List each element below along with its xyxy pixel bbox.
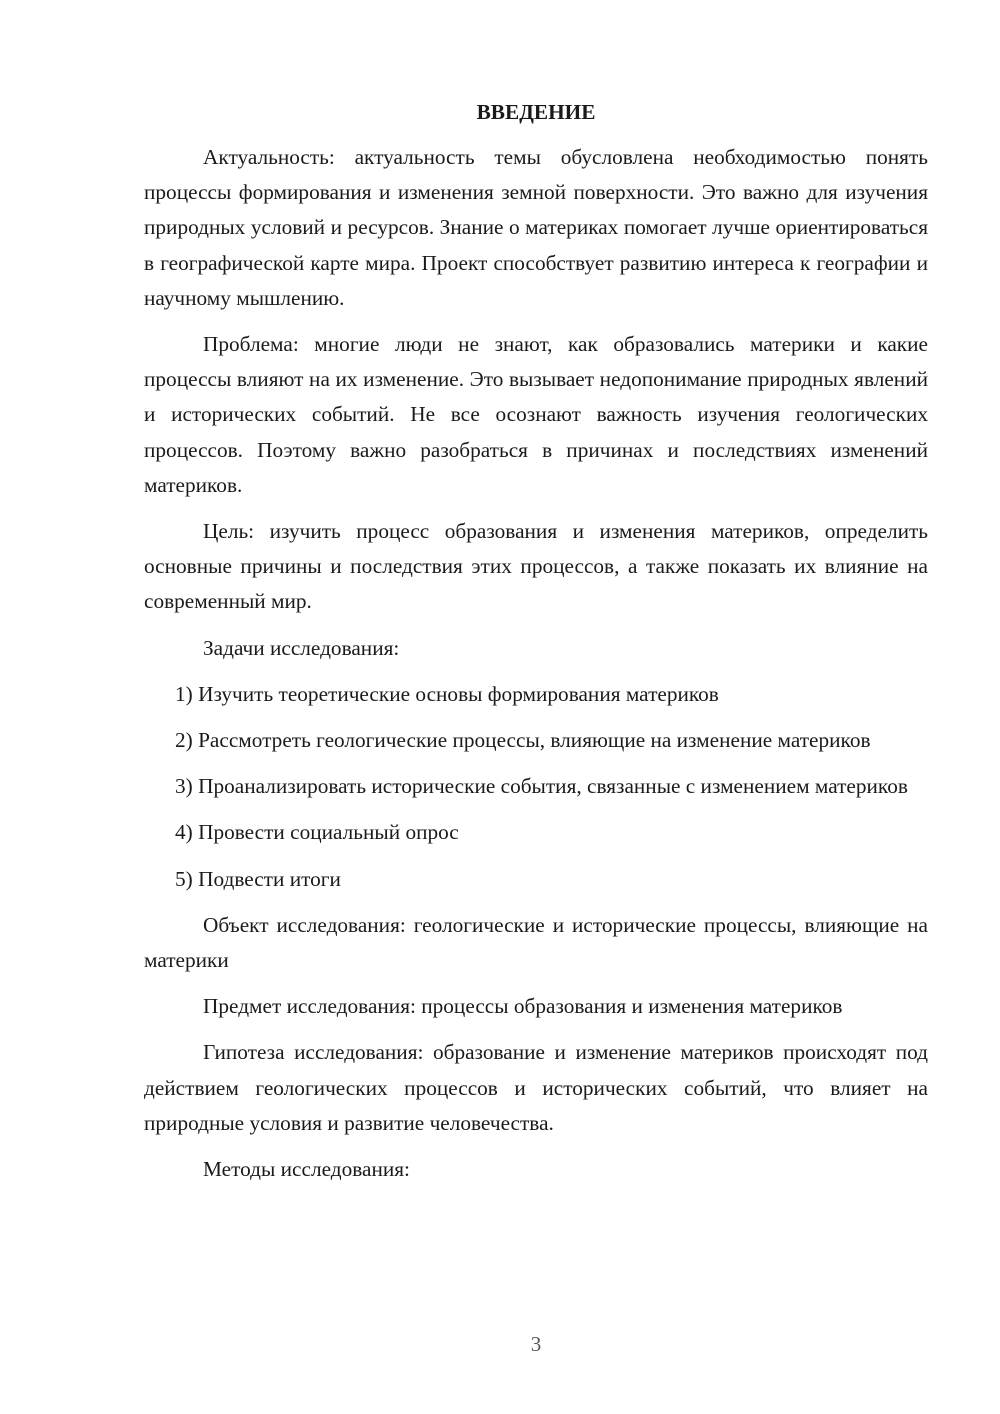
problem-paragraph: Проблема: многие люди не знают, как образовались материки и какие процессы влияют на их изменение. Это вызывает недопонимание природных явлений и исторических событий. Не все осознают важность изучения геологических процессов. Поэтому важно разобраться в причинах и последствиях изменений материков. bbox=[144, 332, 928, 497]
hypothesis-paragraph: Гипотеза исследования: образование и изменение материков происходят под действием геологических процессов и исторических событий, что влияет на природные условия и развитие человечества. bbox=[144, 1040, 928, 1135]
methods-heading: Методы исследования: bbox=[203, 1157, 410, 1182]
tasks-heading: Задачи исследования: bbox=[203, 635, 400, 660]
task-item-2: 2) Рассмотреть геологические процессы, влияющие на изменение материков bbox=[175, 728, 871, 753]
relevance-paragraph: Актуальность: актуальность темы обусловлена необходимостью понять процессы формирования и изменения земной поверхности. Это важно для изучения природных условий и ресурсов. Знание о материках помогает лучше ориентироваться в географической карте мира. Проект способствует развитию интереса к географии и научному мышлению. bbox=[144, 145, 928, 310]
object-paragraph: Объект исследования: геологические и исторические процессы, влияющие на материки bbox=[144, 912, 928, 973]
task-item-5: 5) Подвести итоги bbox=[175, 866, 341, 891]
page-title: ВВЕДЕНИЕ bbox=[476, 100, 596, 124]
document-page bbox=[144, 95, 928, 1198]
page-number: 3 bbox=[530, 1332, 542, 1356]
subject-paragraph: Предмет исследования: процессы образования и изменения материков bbox=[203, 994, 843, 1019]
task-item-1: 1) Изучить теоретические основы формирования материков bbox=[175, 681, 719, 706]
goal-paragraph: Цель: изучить процесс образования и изменения материков, определить основные причины и последствия этих процессов, а также показать их влияние на современный мир. bbox=[144, 519, 928, 614]
task-item-3: 3) Проанализировать исторические события, связанные с изменением материков bbox=[175, 774, 908, 799]
task-item-4: 4) Провести социальный опрос bbox=[175, 820, 459, 845]
